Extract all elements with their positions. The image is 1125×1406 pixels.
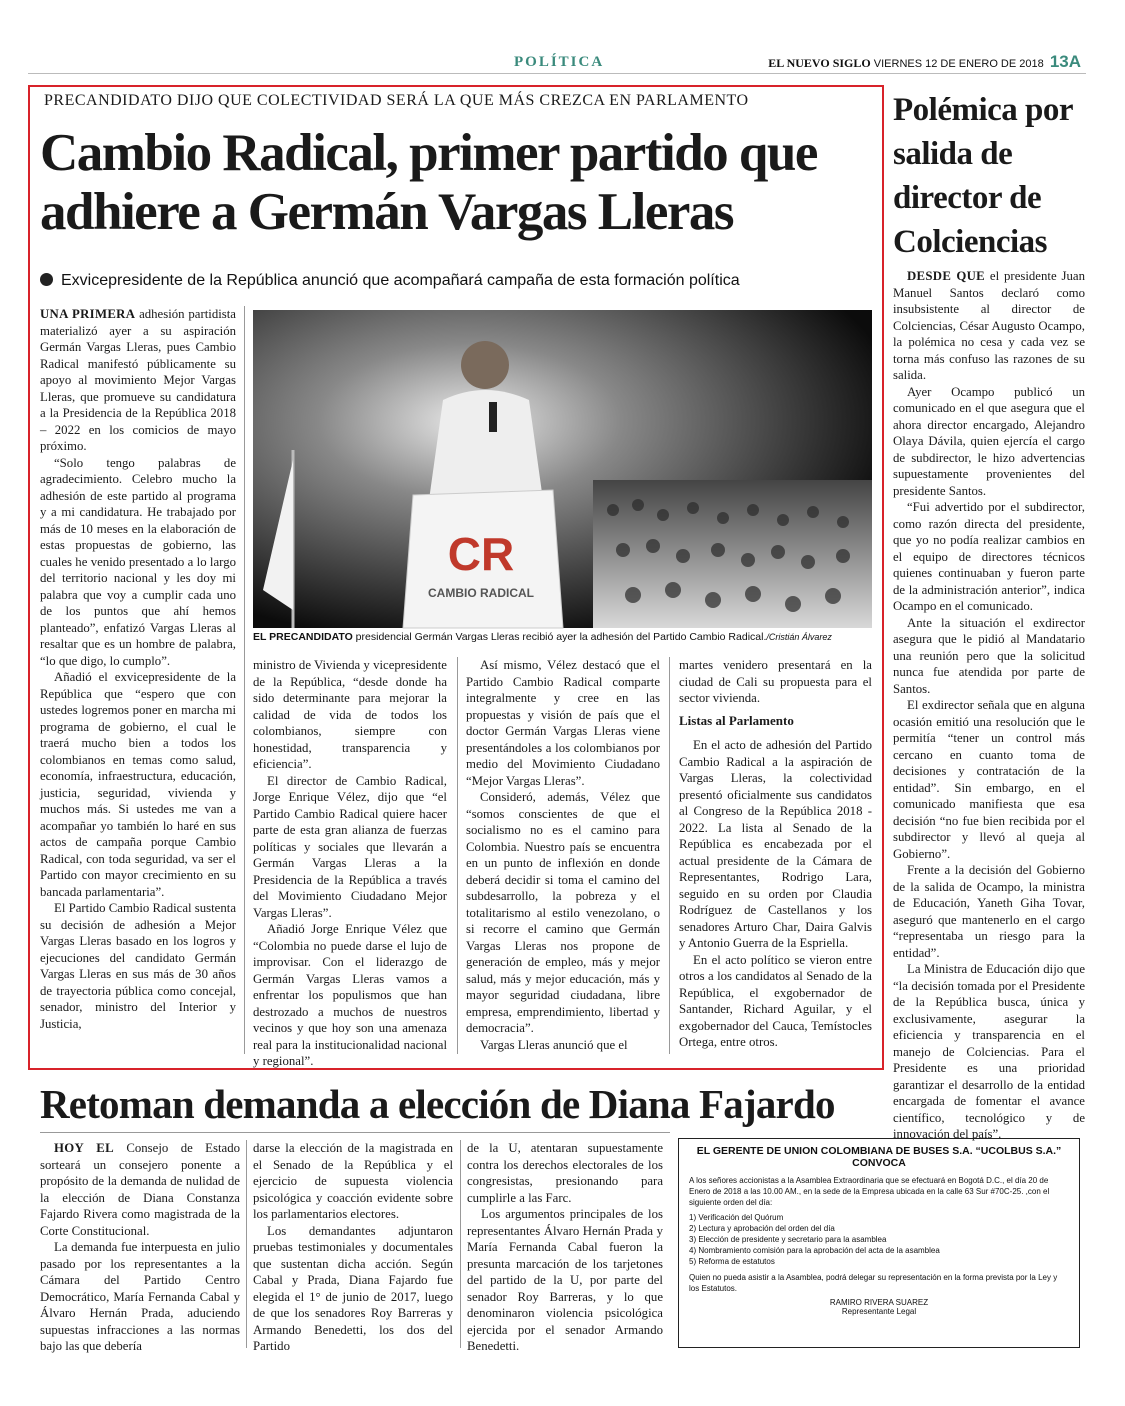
- article-paragraph: El Partido Cambio Radical sustenta su decisión de adhesión a Mejor Vargas Lleras basado en los logros y ejecuciones del candidato Germán Vargas Lleras en sus más de 30 años de trayectoria pública como concejal, senador, ministro del Interior y Justicia,: [40, 901, 236, 1031]
- article-paragraph: “Solo tengo palabras de agradecimiento. Celebro mucho la adhesión de este partido al programa y a mi candidatura. He trabajado por más de 10 meses en la elaboración de estas propuestas de gobierno, las cuales he venido presentado a lo largo del territorio nacional y les doy mi palabra que voy a cumplir cada uno de los puntos que ahí hemos planteado”, enfatizó Vargas Lleras al resaltar que es un hombre de palabra, “lo que digo, lo cumplo”.: [40, 455, 236, 668]
- lead-in: UNA PRIMERA: [40, 307, 136, 321]
- candidate-photo-image: [253, 310, 872, 628]
- photo-credit: /Cristián Álvarez: [766, 632, 832, 642]
- column-divider: [460, 1140, 461, 1348]
- article-paragraph: Añadió Jorge Enrique Vélez que “Colombia no puede darse el lujo de improvisar. Con el liderazgo de Germán Vargas Lleras vamos a enfrentar los populismos que han destrozado a muchos de nuestros vecinos y que hoy son una amenaza real para la institucionalidad nacional y regional”.: [253, 922, 447, 1068]
- sidebar-article-body: [893, 268, 1085, 1158]
- article-paragraph: El exdirector señala que en alguna ocasión emitió una resolución que le permitía “tener un control más cercano en cuanto toma de decisiones y contratación de la entidad”. Sin embargo, en el comunicado manifiesta que esa decisión “no fue bien recibida por el subdirector y llevó al queja al Gobierno”.: [893, 698, 1085, 861]
- article-paragraph: Ante la situación el exdirector asegura que le pidió al Mandatario una reunión pero que la solicitud nunca fue atendida por parte de Santos.: [893, 615, 1085, 696]
- article-paragraph: darse la elección de la magistrada en el Senado de la República y el ejercicio de supuesta violencia psicológica y coacción evidente sobre los parlamentarios electores.: [253, 1141, 453, 1221]
- article-paragraph: Vargas Lleras anunció que el: [480, 1037, 628, 1052]
- article-column-2: [253, 657, 447, 1068]
- agenda-item: 1) Verificación del Quórum: [689, 1213, 784, 1222]
- article-paragraph: “Fui advertido por el subdirector, como razón directa del presidente, que yo no podía realizar cambios en el equipo de directores técnicos quienes continuaban y fueron parte de la administración anterior”, indica Ocampo en el comunicado.: [893, 500, 1085, 613]
- caption-text: presidencial Germán Vargas Lleras recibió ayer la adhesión del Partido Cambio Radical.: [352, 631, 767, 643]
- diana-headline: Retoman demanda a elección de Diana Fajardo: [40, 1081, 835, 1127]
- agenda-item: 5) Reforma de estatutos: [689, 1257, 775, 1266]
- agenda-item: 4) Nombramiento comisión para la aprobación del acta de la asamblea: [689, 1246, 940, 1255]
- paragraph-text: el presidente Juan Manuel Santos declaró como insubsistente al director de Colciencias, César Augusto Ocampo, la polémica no cesa y cada vez se torna más confuso las razones de su salida.: [893, 269, 1085, 382]
- notice-note: Quien no pueda asistir a la Asamblea, podrá delegar su representación en la forma prevista por la Ley y los Estatutos.: [689, 1273, 1058, 1293]
- notice-body: A los señores accionistas a la Asamblea Extraordinaria que se efectuará en Bogotá D.C., el día 20 de Enero de 2018 a las 10.00 AM., en la sede de la Empresa ubicada en la calle 63 Sur #70C-25. ,con el siguiente orden del día:: [689, 1176, 1050, 1207]
- article-paragraph: En el acto de adhesión del Partido Cambio Radical a la aspiración de Vargas Lleras, la colectividad presentó oficialmente sus candidatos al Congreso de la República 2018 - 2022. La lista al Senado de la República es encabezada por el actual presidente de la Cámara de Representantes, Rodrigo Lara, seguido en su orden por Claudia Rodríguez de Castellanos y los senadores Arturo Char, Daira Galvis y Antonio Guerra de la Espriella.: [679, 738, 872, 950]
- article-paragraph: martes venidero presentará en la ciudad de Cali su propuesta para el sector vivienda.: [679, 658, 872, 705]
- article-paragraph: La Ministra de Educación dijo que “la decisión tomada por el Presidente de la República busca, única y exclusivamente, asegurar la eficiencia y transparencia en el manejo de Colciencias. Para el Presidente es una prioridad garantizar el desarrollo de la entidad encargada de fomentar el avance científico, tecnológico y de innovación del país”.: [893, 962, 1085, 1141]
- article-paragraph: Consideró, además, Vélez que “somos conscientes de que el socialismo no es el camino para Colombia. Nuestro país se encuentra en un punto de inflexión en donde deberá decidir si toma el camino del subdesarrollo, la pobreza y el totalitarismo al estilo venezolano, o si recorre el camino que Germán Vargas Lleras nos propone de generación de empleo, más y mejor salud, más y mejor educación, más y mayor seguridad ciudadana, libre empresa, emprendimiento, libertad y democracia”.: [466, 790, 660, 1035]
- article-paragraph: El director de Cambio Radical, Jorge Enrique Vélez, dijo que “el Partido Cambio Radical quiere hacer parte de esta gran alianza de fuerzas políticas y sociales que llevarán a Germán Vargas Lleras a la Presidencia de la República a través del Movimiento Ciudadano Mejor Vargas Lleras”.: [253, 773, 447, 920]
- article-paragraph: [40, 1140, 240, 1239]
- caption-lead: EL PRECANDIDATO: [253, 631, 353, 643]
- page-header: [768, 52, 1081, 72]
- paragraph-text: adhesión partidista materializó ayer a su aspiración Germán Vargas Lleras, pues Cambio Radical manifestó públicamente su apoyo al movimiento Mejor Vargas Lleras, que promueve su candidatura a la Presidencia de la República 2018 – 2022 en los comicios de mayo próximo.: [40, 307, 236, 453]
- photo-caption: [253, 631, 872, 643]
- article-paragraph: Así mismo, Vélez destacó que el Partido Cambio Radical comparte integralmente y cree en las propuestas y visión de país que el doctor Germán Vargas Lleras viene presentándoles a los colombianos por medio del Movimiento Ciudadano “Mejor Vargas Lleras”.: [466, 658, 660, 788]
- sidebar-headline: Polémica por salida de director de Colciencias: [893, 92, 1073, 260]
- notice-signer: RAMIRO RIVERA SUAREZ: [829, 1298, 929, 1307]
- notice-signer-role: Representante Legal: [841, 1307, 917, 1316]
- legal-notice-ad: [678, 1138, 1080, 1348]
- top-rule: [28, 73, 1086, 74]
- article-paragraph: Los argumentos principales de los representantes Álvaro Hernán Prada y María Fernanda Cabal fueron la presunta marcación de los tarjetones del partido de la U, por parte del senador Roy Barreras, y lo que denominaron violencia psicológica ejercida por el senador Armando Benedetti.: [467, 1207, 663, 1353]
- agenda-item: 2) Lectura y aprobación del orden del día: [689, 1224, 835, 1233]
- issue-date: VIERNES 12 DE ENERO DE 2018: [873, 58, 1044, 70]
- article-paragraph: Frente a la decisión del Gobierno de la salida de Ocampo, la ministra de Educación, Yaneth Giha Tovar, aseguró que mantenerlo en el cargo “representaba un riesgo para la entidad”.: [893, 863, 1085, 960]
- paragraph-text: Consejo de Estado sorteará un consejero ponente a propósito de la demanda de nulidad de la elección de Diana Constanza Fajardo Rivera como magistrada de la Corte Constitucional.: [40, 1141, 241, 1238]
- article-paragraph: de la U, atentaran supuestamente contra los derechos electorales de los congresistas, presionando para cumplirle a las Farc.: [467, 1141, 663, 1205]
- article-paragraph: [893, 268, 1085, 384]
- notice-convoca: CONVOCA: [852, 1157, 906, 1169]
- section-label: POLÍTICA: [514, 54, 605, 70]
- page-number: 13A: [1049, 52, 1081, 71]
- article-photo: [253, 310, 872, 628]
- podium-logo-text: CAMBIO RADICAL: [428, 586, 534, 600]
- subhead-text: Exvicepresidente de la República anunció que acompañará campaña de esta formación política: [61, 272, 740, 289]
- article-paragraph: Ayer Ocampo publicó un comunicado en el que asegura que el ahora director encargado, Alejandro Olaya Dávila, quien ejercía el cargo de subdirector, le hizo advertencias supuestamente provenientes del presidente Santos.: [893, 384, 1085, 498]
- column-divider: [457, 657, 458, 1054]
- agenda-list: [689, 1212, 1069, 1267]
- column-divider: [246, 1140, 247, 1348]
- article-paragraph: Los demandantes adjuntaron pruebas testimoniales y documentales que sustentan dicha acción. Según Cabal y Prada, Diana Fajardo fue elegida el 1° de junio de 2017, luego de que los senadores Roy Barreras y Armando Benedetti, los dos del Partido: [253, 1223, 453, 1353]
- article-subhead: [40, 272, 880, 290]
- article-column-4: [679, 657, 872, 1054]
- agenda-item: 3) Elección de presidente y secretario para la asamblea: [689, 1235, 887, 1244]
- lead-in: DESDE QUE: [907, 269, 985, 283]
- notice-title: EL GERENTE DE UNION COLOMBIANA DE BUSES S.A. “UCOLBUS S.A.”: [696, 1145, 1062, 1157]
- article-paragraph: En el acto político se vieron entre otros a los candidatos al Senado de la República, el exgobernador de Santander, Richard Aguilar, y el exgobernador del Cauca, Temístocles Ortega, entre otros.: [679, 952, 872, 1049]
- article-headline: Cambio Radical, primer partido que adhiere a Germán Vargas Lleras: [40, 124, 817, 241]
- diana-column-1: [40, 1140, 240, 1354]
- article-paragraph: [40, 306, 236, 455]
- column-divider: [244, 306, 245, 1054]
- headline-rule: [40, 1132, 670, 1133]
- article-column-3: [466, 657, 660, 1054]
- article-kicker: PRECANDIDATO DIJO QUE COLECTIVIDAD SERÁ LA QUE MÁS CREZCA EN PARLAMENTO: [44, 92, 749, 109]
- paper-name: EL NUEVO SIGLO: [768, 56, 871, 70]
- article-column-1: [40, 306, 236, 1054]
- article-paragraph: La demanda fue interpuesta en julio pasado por los representantes a la Cámara del Partido Centro Democrático, María Fernanda Cabal y Álvaro Hernán Prada, aduciendo supuestas infracciones a las normas bajo las que debería: [40, 1240, 240, 1353]
- article-paragraph: ministro de Vivienda y vicepresidente de la República, “desde donde ha sido determinante para mejorar la calidad de vida de todos los colombianos, siempre con honestidad, transparencia y eficiencia”.: [253, 658, 447, 771]
- lead-in: HOY EL: [54, 1141, 114, 1155]
- party-logo-icon: CR: [447, 528, 515, 580]
- diana-column-3: [467, 1140, 663, 1354]
- column-divider: [669, 657, 670, 1054]
- bullet-icon: [40, 273, 53, 286]
- diana-column-2: [253, 1140, 453, 1354]
- article-paragraph: Añadió el exvicepresidente de la República que “espero que con ustedes logremos poner en marcha mi programa de gobierno, el cual le traerá mucho bien a todos los colombianos en temas como salud, economía, infraestructura, educación, justicia, seguridad, vivienda y muchos más. Si ustedes me van a acompañar yo también lo haré en sus actos de campaña porque Cambio Radical, con toda seguridad, va ser el Partido con mayor crecimiento en su bancada parlamentaria”.: [40, 670, 236, 899]
- section-subhead: Listas al Parlamento: [679, 712, 794, 728]
